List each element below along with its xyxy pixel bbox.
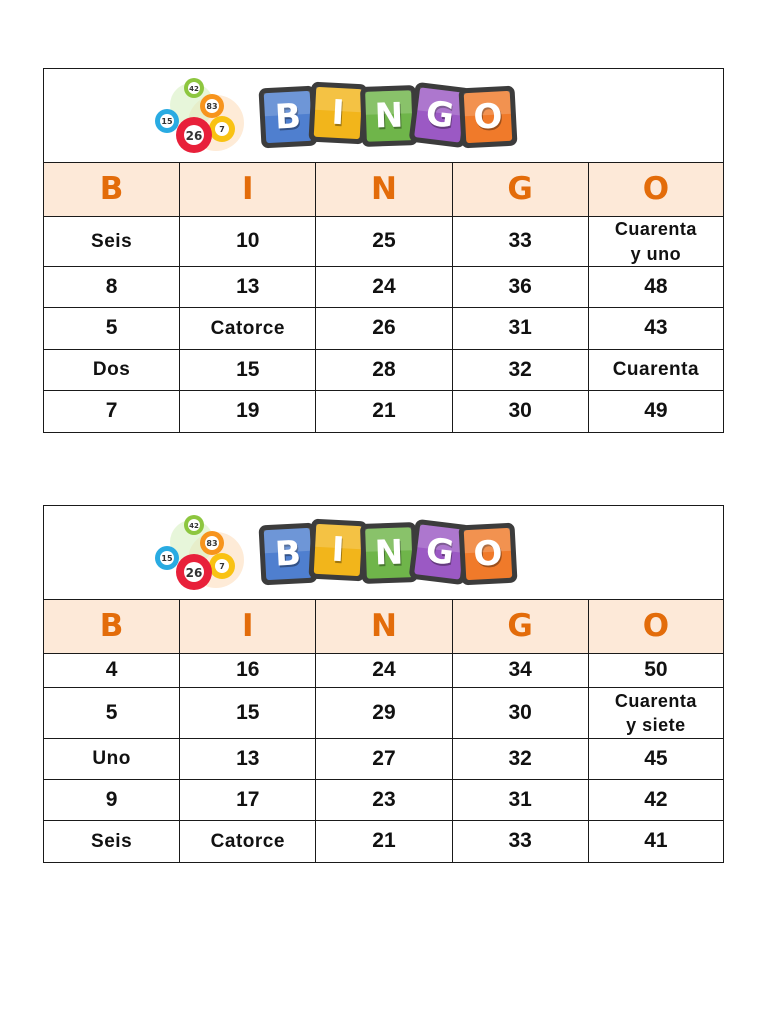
- table-cell: Cuarenta y uno: [614, 219, 697, 264]
- bingo-balls-icon: [154, 75, 246, 157]
- table-cell: 31: [453, 308, 589, 349]
- table-cell: 48: [644, 274, 668, 298]
- header-cell-i: I: [180, 163, 316, 216]
- table-cell: 41: [644, 829, 668, 853]
- table-cell: 50: [644, 658, 668, 682]
- ball-label-3: 7: [219, 562, 225, 571]
- header-cell-b: B: [44, 600, 180, 653]
- table-row: [44, 780, 723, 821]
- table-cell: Seis: [44, 217, 180, 266]
- table-cell: 36: [453, 267, 589, 307]
- table-cell: Dos: [44, 350, 180, 390]
- table-cell: 19: [180, 391, 316, 432]
- header-cell-n: N: [316, 600, 452, 653]
- table-cell: 5: [44, 688, 180, 738]
- table-row: [44, 391, 723, 432]
- table-cell: 16: [180, 654, 316, 687]
- ball-label-2: 15: [161, 117, 173, 126]
- table-cell: 32: [453, 739, 589, 779]
- table-cell: 25: [316, 217, 452, 266]
- table-cell: 30: [453, 688, 589, 738]
- table-cell: 17: [180, 780, 316, 820]
- table-row: [44, 350, 723, 391]
- table-cell: 34: [453, 654, 589, 687]
- header-cell-g: G: [453, 163, 589, 216]
- table-cell: Cuarenta: [612, 359, 700, 381]
- table-row: [44, 739, 723, 780]
- table-cell: 33: [453, 217, 589, 266]
- table-row: [44, 688, 723, 739]
- header-cell-g: G: [453, 600, 589, 653]
- table-row: [44, 821, 723, 862]
- table-cell: 29: [316, 688, 452, 738]
- table-row: [44, 654, 723, 688]
- bingo-grid: [44, 600, 723, 862]
- header-cell-o: O: [642, 607, 670, 644]
- header-row: [44, 163, 723, 217]
- table-cell: 26: [316, 308, 452, 349]
- table-cell: 33: [453, 821, 589, 862]
- logo-tile-g: G: [409, 519, 472, 585]
- table-cell: 21: [316, 821, 452, 862]
- table-cell: 10: [180, 217, 316, 266]
- table-cell: 30: [453, 391, 589, 432]
- logo-tile-b: B: [258, 523, 317, 586]
- logo-tile-i: I: [308, 82, 367, 145]
- table-cell: 13: [180, 267, 316, 307]
- table-cell: 45: [644, 746, 668, 770]
- header-cell-o: O: [642, 170, 670, 207]
- table-cell: Uno: [44, 739, 180, 779]
- bingo-card-2: [43, 505, 724, 863]
- table-cell: 32: [453, 350, 589, 390]
- table-cell: Catorce: [180, 821, 316, 862]
- table-cell: Seis: [44, 821, 180, 862]
- ball-label-3: 7: [219, 125, 225, 134]
- bingo-logo: [260, 81, 520, 153]
- table-cell: 43: [644, 316, 668, 340]
- bingo-balls-icon: [154, 512, 246, 594]
- table-row: [44, 308, 723, 350]
- table-cell: 24: [316, 654, 452, 687]
- table-cell: 28: [316, 350, 452, 390]
- table-cell: Catorce: [180, 308, 316, 349]
- bingo-logo: [260, 518, 520, 590]
- table-cell: 49: [644, 399, 668, 423]
- header-cell-b: B: [44, 163, 180, 216]
- logo-tile-i: I: [308, 519, 367, 582]
- table-cell: 24: [316, 267, 452, 307]
- logo-tile-b: B: [258, 86, 317, 149]
- ball-label-1: 83: [206, 539, 218, 548]
- table-cell: 31: [453, 780, 589, 820]
- logo-tile-n: N: [360, 522, 418, 584]
- table-cell: 13: [180, 739, 316, 779]
- table-cell: 8: [44, 267, 180, 307]
- table-cell: 7: [44, 391, 180, 432]
- table-cell: 15: [180, 350, 316, 390]
- header-row: [44, 600, 723, 654]
- logo-tile-g: G: [409, 82, 472, 148]
- ball-label-4: 26: [185, 129, 203, 143]
- bingo-card-1: [43, 68, 724, 433]
- header-cell-n: N: [316, 163, 452, 216]
- ball-label-0: 42: [189, 85, 199, 93]
- header-cell-i: I: [180, 600, 316, 653]
- bingo-grid: [44, 163, 723, 432]
- table-cell: 42: [644, 787, 668, 811]
- table-cell: 27: [316, 739, 452, 779]
- table-cell: Cuarenta y siete: [614, 690, 697, 735]
- table-cell: 5: [44, 308, 180, 349]
- ball-label-2: 15: [161, 554, 173, 563]
- logo-tile-o: O: [458, 523, 517, 586]
- table-cell: 9: [44, 780, 180, 820]
- table-cell: 23: [316, 780, 452, 820]
- ball-label-4: 26: [185, 566, 203, 580]
- table-row: [44, 267, 723, 308]
- logo-tile-n: N: [360, 85, 418, 147]
- table-row: [44, 217, 723, 267]
- bingo-banner: [44, 506, 723, 600]
- table-cell: 21: [316, 391, 452, 432]
- table-cell: 15: [180, 688, 316, 738]
- table-cell: 4: [44, 654, 180, 687]
- bingo-banner: [44, 69, 723, 163]
- ball-label-0: 42: [189, 522, 199, 530]
- logo-tile-o: O: [458, 86, 517, 149]
- ball-label-1: 83: [206, 102, 218, 111]
